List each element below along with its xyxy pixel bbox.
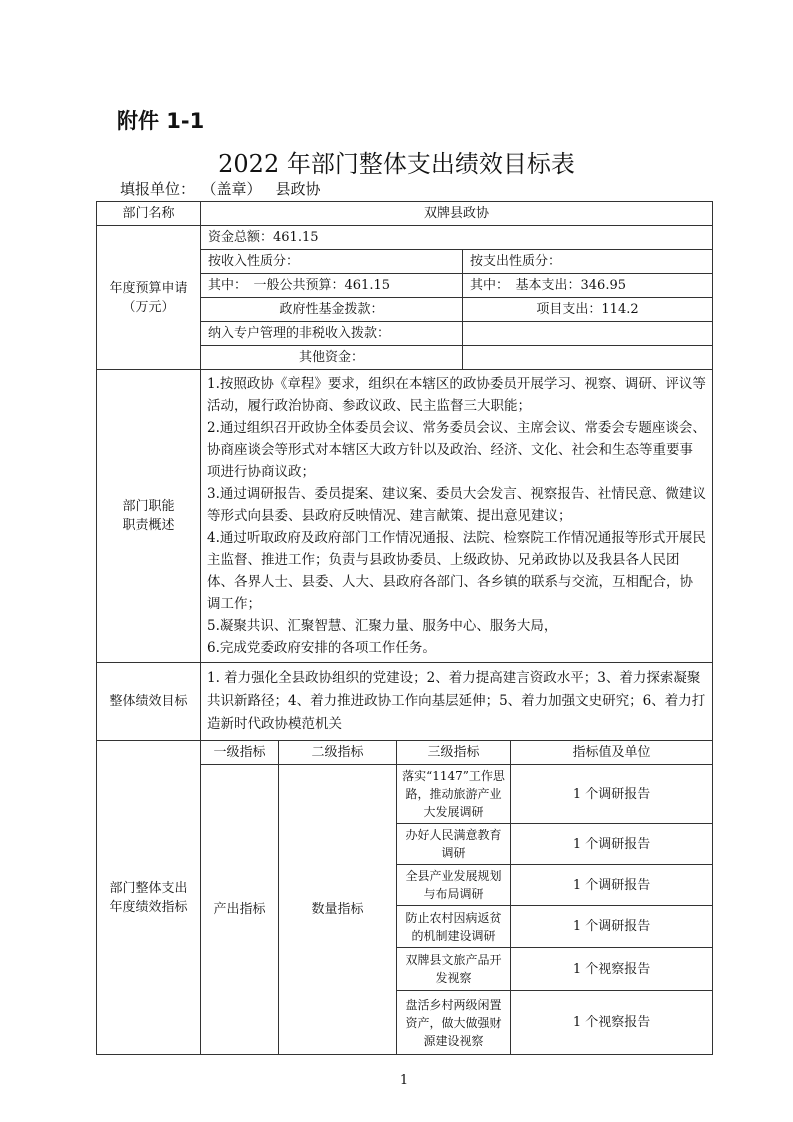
header-level2: 二级指标 <box>279 741 397 765</box>
indicator-name: 落实“1147”工作思路，推动旅游产业大发展调研 <box>397 765 511 824</box>
nontax-empty <box>463 322 713 346</box>
nontax-income: 纳入专户管理的非税收入拨款： <box>201 322 463 346</box>
basic-expense: 其中： 基本支出：346.95 <box>463 274 713 298</box>
duty-item: 5.凝聚共识、汇聚智慧、汇聚力量、服务中心、服务大局， <box>207 618 558 634</box>
duty-item: 1.按照政协《章程》要求，组织在本辖区的政协委员开展学习、视察、调研、评议等活动，履行政治协商、参政议政、民主监督三大职能； <box>207 376 706 414</box>
general-public-budget: 其中： 一般公共预算：461.15 <box>201 274 463 298</box>
filler-seal: （盖章） <box>209 180 262 198</box>
duties-label-line1: 部门职能 <box>122 499 175 514</box>
budget-label-line1: 年度预算申请 <box>109 280 188 296</box>
by-income: 按收入性质分： <box>201 250 463 274</box>
by-expense: 按支出性质分： <box>463 250 713 274</box>
duty-item: 2.通过组织召开政协全体委员会议、常务委员会议、主席会议、常委会专题座谈会、协商座谈会等形式对本辖区大政方针以及政治、经济、文化、社会和生态等重要事项进行协商议政； <box>207 420 706 480</box>
duties-label <box>97 370 201 663</box>
indicator-value: 1 个调研报告 <box>511 765 713 824</box>
indicator-value: 1 个调研报告 <box>511 824 713 865</box>
indicator-value: 1 个调研报告 <box>511 865 713 906</box>
table-wrapper <box>96 201 712 1088</box>
indicators-label <box>97 741 201 1055</box>
indicator-name: 办好人民满意教育调研 <box>397 824 511 865</box>
indicators-label-line2: 年度绩效指标 <box>109 899 188 915</box>
header-level3: 三级指标 <box>397 741 511 765</box>
duties-text <box>201 370 713 663</box>
page-number: 1 <box>399 1073 409 1088</box>
duty-item: 6.完成党委政府安排的各项工作任务。 <box>207 640 436 656</box>
budget-label <box>97 226 201 370</box>
duties-label-line2: 职责概述 <box>122 518 175 533</box>
filler-unit: 县政协 <box>275 180 321 198</box>
indicator-value: 1 个视察报告 <box>511 948 713 991</box>
level2-quantity: 数量指标 <box>279 765 397 1055</box>
indicator-value: 1 个视察报告 <box>511 991 713 1055</box>
budget-total: 资金总额：461.15 <box>201 226 713 250</box>
overall-goal-text: 1. 着力强化全县政协组织的党建设；2、着力提高建言资政水平；3、着力探索凝聚共识新路径；4、着力推进政协工作向基层延伸；5、着力加强文史研究；6、着力打造新时代政协模范机关 <box>201 663 713 741</box>
project-expense: 项目支出：114.2 <box>463 298 713 322</box>
dept-label: 部门名称 <box>97 202 201 226</box>
other-funds: 其他资金： <box>201 346 463 370</box>
indicators-label-line1: 部门整体支出 <box>109 880 188 896</box>
indicator-value: 1 个调研报告 <box>511 906 713 948</box>
indicator-name: 防止农村因病返贫的机制建设调研 <box>397 906 511 948</box>
budget-label-line2: （万元） <box>122 299 175 315</box>
header-level1: 一级指标 <box>201 741 279 765</box>
level1-output: 产出指标 <box>201 765 279 1055</box>
filler-line <box>120 178 335 199</box>
page-title: 2022 年部门整体支出绩效目标表 <box>218 150 575 178</box>
dept-value: 双牌县政协 <box>201 202 713 226</box>
attachment-label: 附件 1-1 <box>117 109 205 133</box>
indicator-name: 盘活乡村两级闲置资产，做大做强财源建设视察 <box>397 991 511 1055</box>
other-empty <box>463 346 713 370</box>
overall-goal-label: 整体绩效目标 <box>97 663 201 741</box>
indicator-name: 全县产业发展规划与布局调研 <box>397 865 511 906</box>
performance-table <box>96 201 713 1055</box>
filler-label: 填报单位： <box>120 180 196 198</box>
duty-item: 3.通过调研报告、委员提案、建议案、委员大会发言、视察报告、社情民意、微建议等形式向县委、县政府反映情况、建言献策、提出意见建议； <box>207 486 706 524</box>
header-value: 指标值及单位 <box>511 741 713 765</box>
duty-item: 4.通过听取政府及政府部门工作情况通报、法院、检察院工作情况通报等形式开展民主监督、推进工作；负责与县政协委员、上级政协、兄弟政协以及我县各人民团体、各界人士、县委、人大、县政府各部门、各乡镇的联系与交流，互相配合，协调工作； <box>207 530 706 612</box>
gov-fund: 政府性基金拨款： <box>201 298 463 322</box>
indicator-name: 双牌县文旅产品开发视察 <box>397 948 511 991</box>
